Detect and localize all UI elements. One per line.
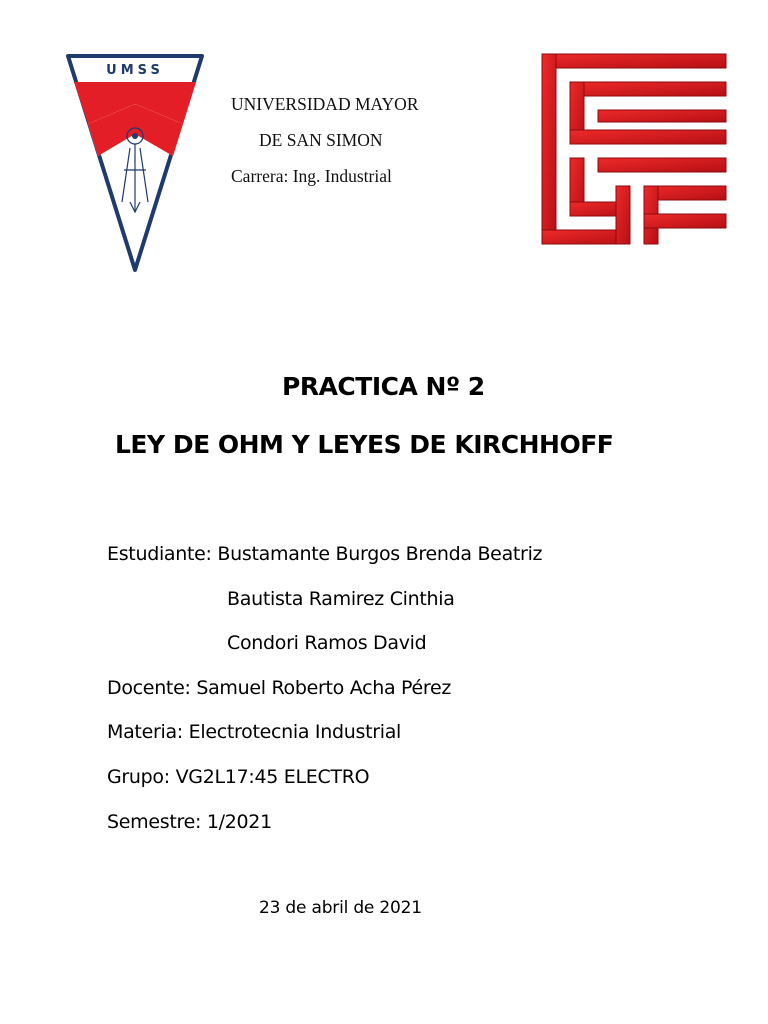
student-name: Bustamante Burgos Brenda Beatriz <box>217 543 543 565</box>
document-date: 23 de abril de 2021 <box>259 898 422 918</box>
student-label: Estudiante: <box>107 543 212 565</box>
semester-line: Semestre: 1/2021 <box>107 811 272 833</box>
umss-logo <box>64 52 206 274</box>
career-line: Carrera: Ing. Industrial <box>231 166 392 186</box>
practice-topic-title: LEY DE OHM Y LEYES DE KIRCHHOFF <box>115 430 614 459</box>
teacher-line: Docente: Samuel Roberto Acha Pérez <box>107 677 452 699</box>
student-name: Condori Ramos David <box>227 632 427 654</box>
umss-logo-text: UMSS <box>106 63 164 78</box>
student-line <box>107 543 542 565</box>
practice-number-title: PRACTICA Nº 2 <box>282 372 485 401</box>
student-name: Bautista Ramirez Cinthia <box>227 588 455 610</box>
university-name-line2: DE SAN SIMON <box>259 130 383 150</box>
fcyt-logo <box>540 52 728 246</box>
subject-line: Materia: Electrotecnia Industrial <box>107 721 402 743</box>
university-name-line1: UNIVERSIDAD MAYOR <box>231 94 419 114</box>
group-line: Grupo: VG2L17:45 ELECTRO <box>107 766 370 788</box>
